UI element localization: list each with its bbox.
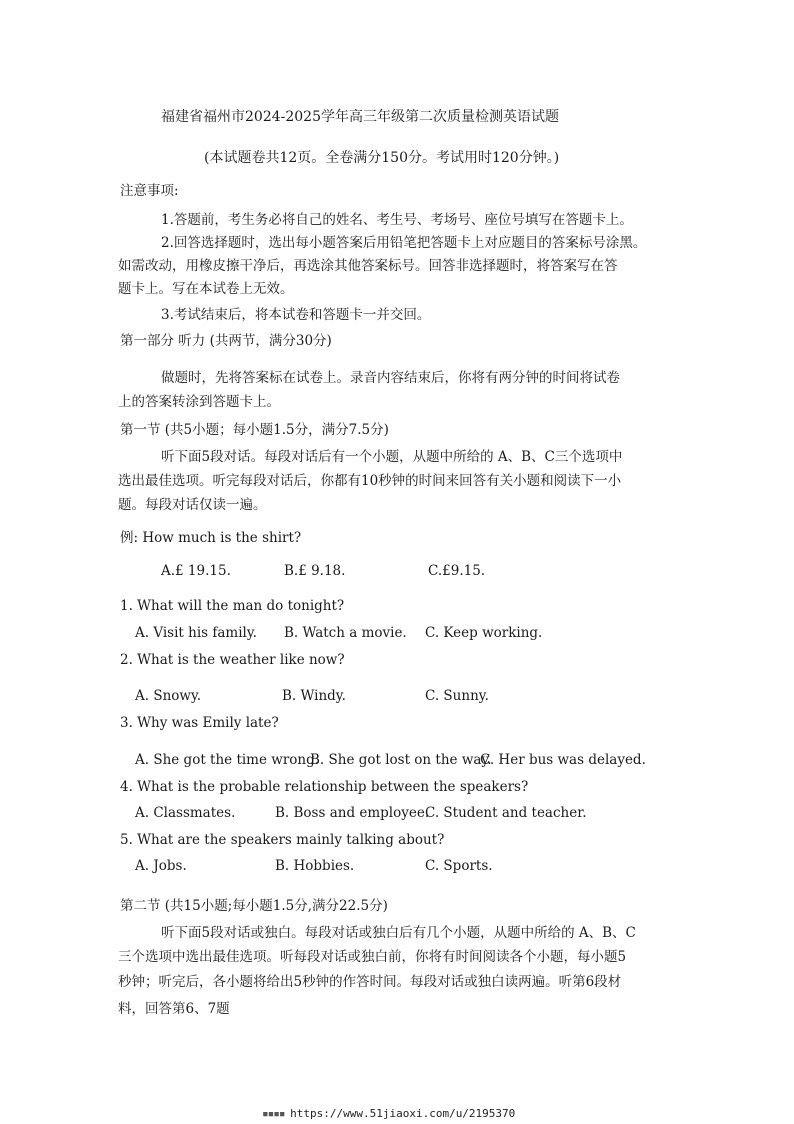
exam-subtitle: (本试题卷共12页。全卷满分150分。考试用时120分钟。)	[204, 150, 560, 166]
footer-url[interactable]	[262, 1107, 515, 1120]
example-option-a: A.£ 19.15.	[161, 563, 231, 579]
footer-prefix-marks: ▪▪▪▪	[262, 1107, 291, 1120]
section2-intro-line-1: 听下面5段对话或独白。每段对话或独白后有几个小题，从题中所给的 A、B、C	[161, 925, 636, 941]
part1-intro-line-2: 上的答案转涂到答题卡上。	[118, 394, 280, 410]
question-1-option-c: C. Keep working.	[425, 625, 543, 641]
question-3-option-c: C. Her bus was delayed.	[480, 752, 646, 768]
question-3-option-b: B. She got lost on the way.	[310, 752, 492, 768]
question-4-option-c: C. Student and teacher.	[425, 805, 587, 821]
question-4-option-b: B. Boss and employee.	[275, 805, 430, 821]
question-1: 1. What will the man do tonight?	[120, 598, 345, 614]
question-4: 4. What is the probable relationship between the speakers?	[120, 779, 529, 795]
notice-item-2-line-2: 如需改动，用橡皮擦干净后，再选涂其他答案标号。回答非选择题时，将答案写在答	[118, 258, 618, 274]
question-1-option-b: B. Watch a movie.	[284, 625, 407, 641]
part1-intro-line-1: 做题时，先将答案标在试卷上。录音内容结束后，你将有两分钟的时间将试卷	[161, 370, 620, 386]
section1-heading: 第一节 (共5小题；每小题1.5分，满分7.5分)	[120, 422, 389, 438]
question-2-option-c: C. Sunny.	[425, 688, 489, 704]
section1-intro-line-1: 听下面5段对话。每段对话后有一个小题，从题中所给的 A、B、C三个选项中	[161, 449, 623, 465]
section1-intro-line-3: 题。每段对话仅读一遍。	[118, 497, 267, 513]
question-5: 5. What are the speakers mainly talking about?	[120, 832, 445, 848]
exam-title: 福建省福州市2024-2025学年高三年级第二次质量检测英语试题	[161, 109, 559, 125]
section2-intro-line-2: 三个选项中选出最佳选项。听每段对话或独白前，你将有时间阅读各个小题，每小题5	[118, 949, 627, 965]
notice-item-3: 3.考试结束后，将本试卷和答题卡一并交回。	[161, 307, 431, 323]
question-5-option-b: B. Hobbies.	[275, 858, 355, 874]
section1-intro-line-2: 选出最佳选项。听完每段对话后，你都有10秒钟的时间来回答有关小题和阅读下一小	[118, 473, 622, 489]
notice-item-2-line-1: 2.回答选择题时，选出每小题答案后用铅笔把答题卡上对应题目的答案标号涂黑。	[161, 235, 647, 251]
example-option-c: C.£9.15.	[428, 563, 486, 579]
question-2-option-a: A. Snowy.	[135, 688, 202, 704]
notice-heading: 注意事项:	[120, 183, 179, 199]
question-2: 2. What is the weather like now?	[120, 652, 345, 668]
notice-item-1: 1.答题前，考生务必将自己的姓名、考生号、考场号、座位号填写在答题卡上。	[161, 212, 633, 228]
question-3: 3. Why was Emily late?	[120, 715, 279, 731]
footer-url-text[interactable]: https://www.51jiaoxi.com/u/2195370	[290, 1107, 516, 1120]
section2-intro-line-4: 料，回答第6、7题	[118, 1001, 230, 1017]
notice-item-2-line-3: 题卡上。写在本试卷上无效。	[118, 281, 294, 297]
section2-intro-line-3: 秒钟；听完后，各小题将给出5秒钟的作答时间。每段对话或独白读两遍。听第6段材	[118, 974, 622, 990]
example-option-b: B.£ 9.18.	[284, 563, 346, 579]
question-4-option-a: A. Classmates.	[135, 805, 236, 821]
question-5-option-a: A. Jobs.	[135, 858, 187, 874]
question-5-option-c: C. Sports.	[425, 858, 493, 874]
section2-heading: 第二节 (共15小题;每小题1.5分,满分22.5分)	[120, 898, 388, 914]
question-3-option-a: A. She got the time wrong.	[135, 752, 320, 768]
part1-heading: 第一部分 听力 (共两节，满分30分)	[120, 333, 332, 349]
question-1-option-a: A. Visit his family.	[135, 625, 257, 641]
example-question: 例: How much is the shirt?	[120, 530, 302, 546]
question-2-option-b: B. Windy.	[282, 688, 346, 704]
